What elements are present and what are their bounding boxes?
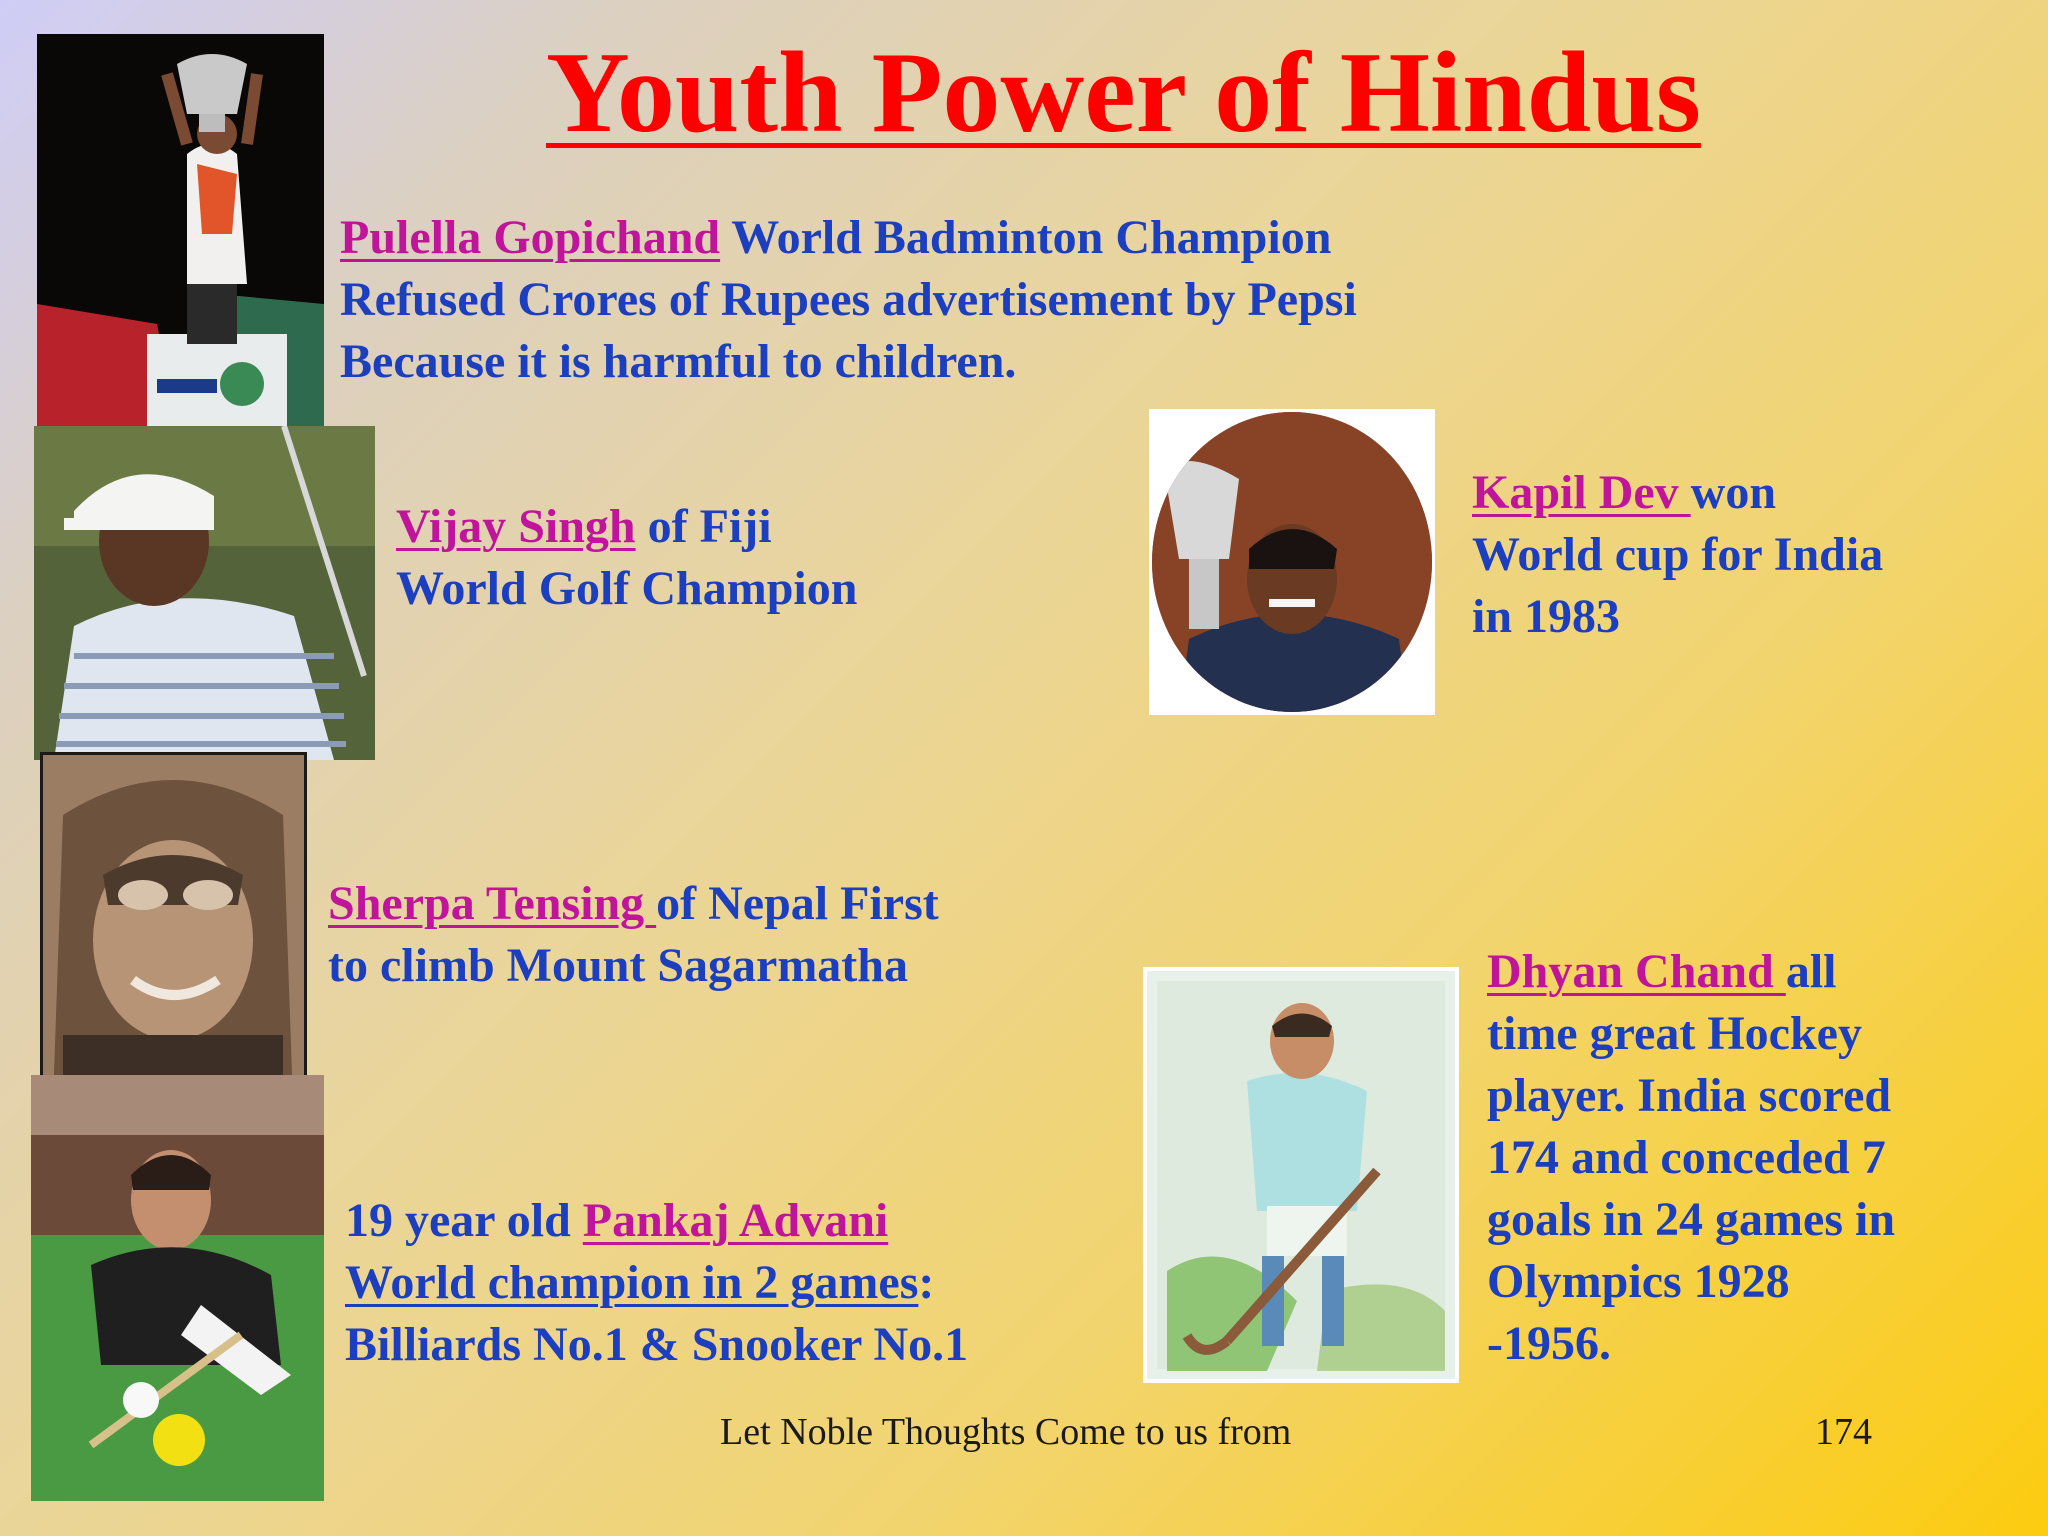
page-number: 174 [1815, 1411, 1872, 1453]
pankaj-advani-text: 19 year old Pankaj Advani World champion in 2 games: Billiards No.1 & Snooker No.1 [345, 1194, 969, 1371]
kapil-dev-photo [1149, 409, 1435, 715]
gopichand-photo [37, 34, 324, 426]
vijay-singh-photo [34, 426, 375, 760]
gopichand-name: Pulella Gopichand [340, 211, 721, 264]
vijay-singh-text: Vijay Singh of Fiji World Golf Champion [396, 500, 858, 615]
dhyan-chand-name: Dhyan Chand [1487, 945, 1786, 998]
vijay-singh-name: Vijay Singh [396, 500, 636, 553]
sherpa-tensing-photo [40, 752, 307, 1105]
dhyan-chand-photo [1143, 967, 1459, 1383]
kapil-dev-name: Kapil Dev [1472, 466, 1691, 519]
footer-text: Let Noble Thoughts Come to us from [720, 1411, 1292, 1453]
gopichand-text: Pulella Gopichand World Badminton Champion Refused Crores of Rupees advertisement by Pepsi Because it is harmful to children. [340, 211, 1357, 388]
dhyan-chand-text: Dhyan Chand all time great Hockey player. India scored 174 and conceded 7 goals in 24 games in Olympics 1928 -1956. [1487, 945, 1896, 1370]
sherpa-tensing-text: Sherpa Tensing of Nepal First to climb Mount Sagarmatha [328, 877, 939, 992]
pankaj-advani-photo [31, 1075, 324, 1501]
slide-title: Youth Power of Hindus [546, 29, 1701, 157]
kapil-dev-text: Kapil Dev won World cup for India in 1983 [1472, 466, 1884, 643]
sherpa-tensing-name: Sherpa Tensing [328, 877, 657, 930]
pankaj-advani-name: Pankaj Advani [582, 1194, 889, 1247]
